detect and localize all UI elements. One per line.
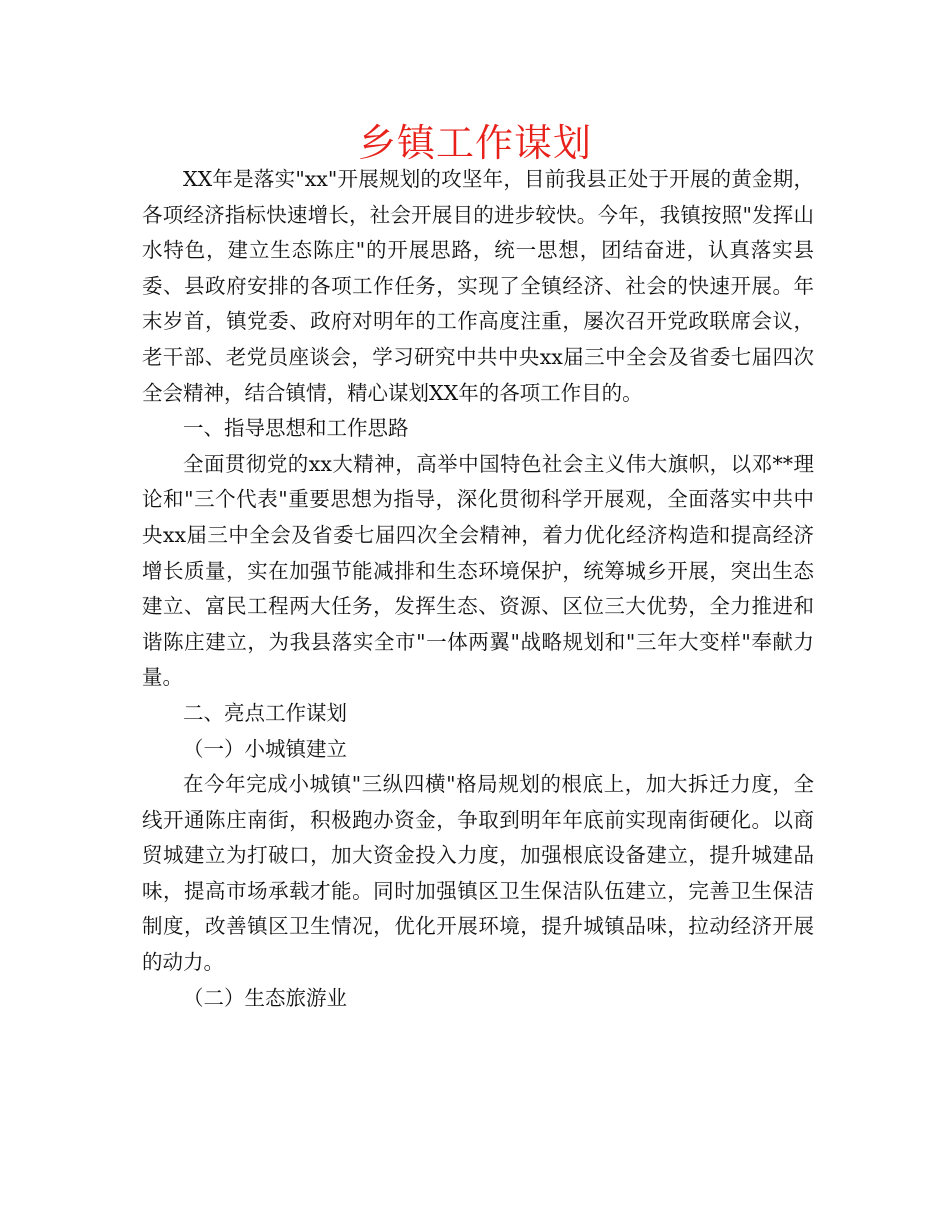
document-title: 乡镇工作谋划 — [357, 121, 592, 165]
subsection-heading-2: （二）生态旅游业 — [183, 985, 347, 1010]
guiding-thought-paragraph: 全面贯彻党的xx大精神，高举中国特色社会主义伟大旗帜，以邓**理论和"三个代表"重要思想为指导，深化贯彻科学开展观，全面落实中共中央xx届三中全会及省委七届四次全会精神，着力优化经济构造和提高经济增长质量，实在加强节能减排和生态环境保护，统筹城乡开展，突出生态建立、富民工程两大任务，发挥生态、资源、区位三大优势，全力推进和谐陈庄建立，为我县落实全市"一体两翼"战略规划和"三年大变样"奉献力量。 — [142, 451, 814, 690]
section-heading-1: 一、指导思想和工作思路 — [183, 416, 409, 441]
section-heading-2: 二、亮点工作谋划 — [183, 700, 347, 725]
intro-paragraph: XX年是落实"xx"开展规划的攻坚年，目前我县正处于开展的黄金期，各项经济指标快速增长，社会开展目的进步较快。今年，我镇按照"发挥山水特色，建立生态陈庄"的开展思路，统一思想，团结奋进，认真落实县委、县政府安排的各项工作任务，实现了全镇经济、社会的快速开展。年末岁首，镇党委、政府对明年的工作高度注重，屡次召开党政联席会议，老干部、老党员座谈会，学习研究中共中央xx届三中全会及省委七届四次全会精神，结合镇情，精心谋划XX年的各项工作目的。 — [142, 167, 814, 405]
subsection-heading-1: （一）小城镇建立 — [183, 736, 347, 761]
document-body — [142, 162, 814, 1016]
small-town-paragraph: 在今年完成小城镇"三纵四横"格局规划的根底上，加大拆迁力度，全线开通陈庄南街，积极跑办资金，争取到明年年底前实现南街硬化。以商贸城建立为打破口，加大资金投入力度，加强根底设备建立，提升城建品味，提高市场承载才能。同时加强镇区卫生保洁队伍建立，完善卫生保洁制度，改善镇区卫生情况，优化开展环境，提升城镇品味，拉动经济开展的动力。 — [142, 772, 814, 975]
